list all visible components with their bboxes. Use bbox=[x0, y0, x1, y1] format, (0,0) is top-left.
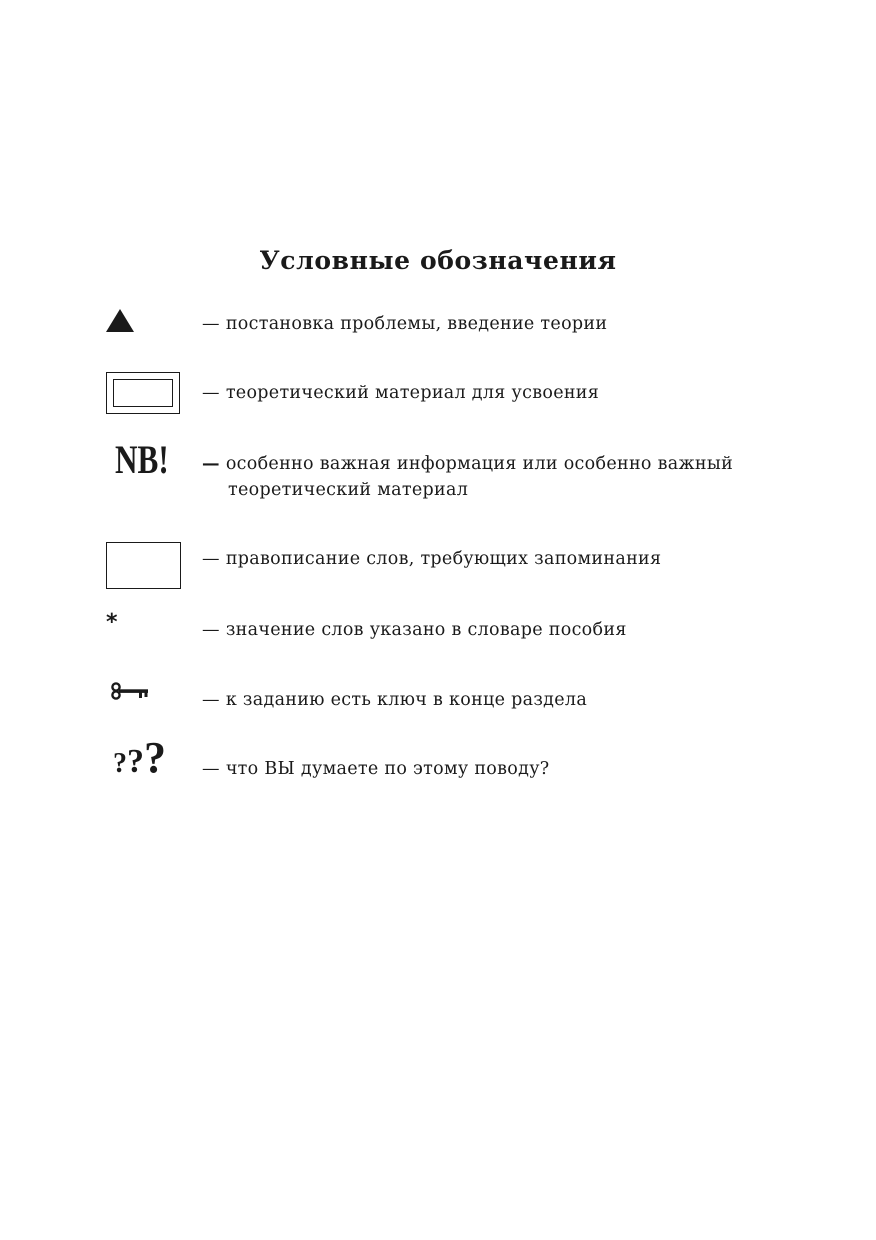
question-mark-medium: ? bbox=[127, 743, 144, 780]
question-mark-small: ? bbox=[113, 748, 127, 779]
dash: — bbox=[202, 549, 220, 569]
legend-description bbox=[202, 311, 812, 337]
legend-description bbox=[202, 451, 812, 503]
box-icon bbox=[106, 542, 181, 589]
legend-text-continued: теоретический материал bbox=[228, 480, 469, 500]
question-mark-large: ? bbox=[144, 733, 166, 782]
asterisk-icon: * bbox=[106, 610, 118, 635]
dash: — bbox=[202, 690, 220, 710]
dash: — bbox=[202, 314, 220, 334]
page-title: Условные обозначения bbox=[259, 246, 617, 275]
legend-description bbox=[202, 546, 812, 572]
legend-text: правописание слов, требующих запоминания bbox=[225, 549, 662, 569]
legend-text: постановка проблемы, введение теории bbox=[225, 314, 608, 334]
key-icon bbox=[110, 682, 150, 706]
legend-description bbox=[202, 687, 812, 713]
dash: — bbox=[202, 383, 220, 403]
legend-description bbox=[202, 380, 812, 406]
legend-text: к заданию есть ключ в конце раздела bbox=[225, 690, 588, 710]
legend-text: что ВЫ думаете по этому поводу? bbox=[225, 759, 550, 779]
legend-text: значение слов указано в словаре пособия bbox=[225, 620, 627, 640]
double-box-icon bbox=[106, 372, 180, 414]
legend-description bbox=[202, 756, 812, 782]
nb-icon: NB! bbox=[115, 437, 169, 482]
legend-text: особенно важная информация или особенно важный bbox=[225, 454, 734, 474]
triangle-icon bbox=[106, 309, 134, 332]
dash: — bbox=[202, 759, 220, 779]
legend-description bbox=[202, 617, 812, 643]
question-marks-icon bbox=[113, 733, 166, 788]
dash: — bbox=[202, 454, 220, 474]
legend-text: теоретический материал для усвоения bbox=[225, 383, 600, 403]
legend-item-theory bbox=[0, 372, 876, 414]
dash: — bbox=[202, 620, 220, 640]
